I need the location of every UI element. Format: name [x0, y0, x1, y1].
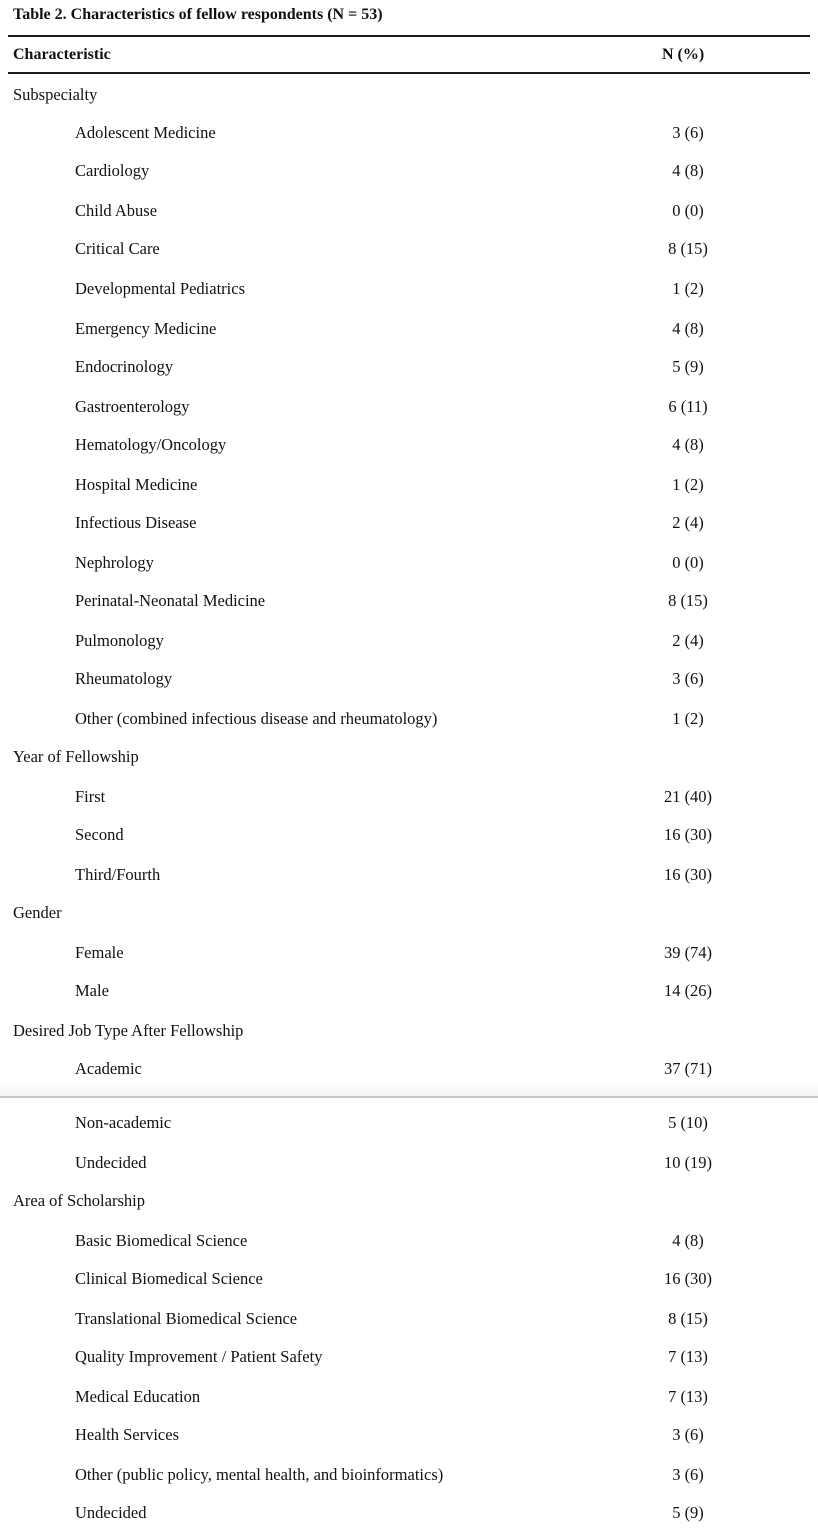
row-label: Other (combined infectious disease and rheumatology) [75, 709, 438, 728]
row-value: 8 (15) [668, 591, 708, 610]
row-value: 8 (15) [668, 1309, 708, 1328]
section-label: Year of Fellowship [13, 747, 139, 766]
row-value: 5 (9) [672, 357, 704, 376]
column-header-n-percent: N (%) [662, 46, 705, 63]
section-label: Subspecialty [13, 85, 98, 104]
row-value: 5 (10) [668, 1113, 708, 1132]
row-label: Other (public policy, mental health, and bioinformatics) [75, 1465, 444, 1484]
table-row [0, 707, 818, 731]
row-label: Infectious Disease [75, 513, 197, 532]
header-rule [8, 72, 810, 74]
row-label: First [75, 787, 106, 806]
table-row [0, 1501, 818, 1525]
row-label: Medical Education [75, 1387, 201, 1406]
row-value: 1 (2) [672, 279, 704, 298]
row-label: Emergency Medicine [75, 319, 217, 338]
table-row [0, 1057, 818, 1081]
table-row [0, 277, 818, 301]
row-label: Translational Biomedical Science [75, 1309, 298, 1328]
row-value: 14 (26) [663, 981, 713, 1000]
row-value: 4 (8) [672, 319, 704, 338]
table-row [0, 941, 818, 965]
section-row [0, 1189, 818, 1213]
row-label: Pulmonology [75, 631, 164, 650]
row-label: Health Services [75, 1425, 180, 1444]
row-value: 3 (6) [672, 669, 704, 688]
row-value: 6 (11) [668, 397, 708, 416]
row-label: Adolescent Medicine [75, 123, 216, 142]
row-value: 2 (4) [672, 631, 704, 650]
row-value: 2 (4) [672, 513, 704, 532]
table-row [0, 1423, 818, 1447]
row-value: 4 (8) [672, 1231, 704, 1250]
row-value: 1 (2) [672, 475, 704, 494]
table-row [0, 199, 818, 223]
table-row [0, 433, 818, 457]
table-row [0, 629, 818, 653]
section-row [0, 901, 818, 925]
table-row [0, 551, 818, 575]
table-row [0, 159, 818, 183]
table-row [0, 1111, 818, 1135]
row-label: Second [75, 825, 124, 844]
table-row [0, 237, 818, 261]
table-row [0, 1307, 818, 1331]
row-value: 21 (40) [663, 787, 713, 806]
section-label: Area of Scholarship [13, 1191, 145, 1210]
row-value: 8 (15) [668, 239, 708, 258]
row-label: Clinical Biomedical Science [75, 1269, 263, 1288]
section-row [0, 745, 818, 769]
table-row [0, 667, 818, 691]
top-rule [8, 35, 810, 37]
row-label: Developmental Pediatrics [75, 279, 245, 298]
row-value: 16 (30) [663, 1269, 713, 1288]
row-label: Endocrinology [75, 357, 174, 376]
row-value: 16 (30) [663, 865, 713, 884]
table-row [0, 1345, 818, 1369]
column-header-characteristic: Characteristic [13, 46, 111, 63]
section-label: Gender [13, 903, 62, 922]
table-row [0, 1229, 818, 1253]
table-row [0, 1385, 818, 1409]
row-label: Child Abuse [75, 201, 158, 220]
row-value: 5 (9) [672, 1503, 704, 1522]
row-label: Critical Care [75, 239, 160, 258]
table-row [0, 979, 818, 1003]
table-row [0, 823, 818, 847]
table-row [0, 395, 818, 419]
row-value: 1 (2) [672, 709, 704, 728]
row-value: 4 (8) [672, 435, 704, 454]
table-row [0, 1463, 818, 1487]
table-row [0, 473, 818, 497]
table-row [0, 589, 818, 613]
row-label: Hospital Medicine [75, 475, 198, 494]
row-value: 7 (13) [668, 1347, 708, 1366]
table-row [0, 1151, 818, 1175]
row-label: Male [75, 981, 109, 1000]
row-label: Rheumatology [75, 669, 173, 688]
table-title: Table 2. Characteristics of fellow respondents (N = 53) [13, 6, 383, 23]
row-value: 0 (0) [672, 201, 704, 220]
row-value: 0 (0) [672, 553, 704, 572]
row-value: 3 (6) [672, 1465, 704, 1484]
row-label: Hematology/Oncology [75, 435, 227, 454]
section-row [0, 1019, 818, 1043]
table-row [0, 121, 818, 145]
row-value: 3 (6) [672, 123, 704, 142]
row-label: Undecided [75, 1503, 147, 1522]
row-label: Perinatal-Neonatal Medicine [75, 591, 266, 610]
section-label: Desired Job Type After Fellowship [13, 1021, 244, 1040]
row-label: Undecided [75, 1153, 147, 1172]
table-row [0, 1267, 818, 1291]
row-label: Female [75, 943, 124, 962]
table-row [0, 355, 818, 379]
table-row [0, 317, 818, 341]
table-row [0, 511, 818, 535]
row-label: Nephrology [75, 553, 154, 572]
table-row [0, 785, 818, 809]
row-value: 16 (30) [663, 825, 713, 844]
row-value: 4 (8) [672, 161, 704, 180]
section-row [0, 83, 818, 107]
row-label: Academic [75, 1059, 142, 1078]
row-label: Basic Biomedical Science [75, 1231, 248, 1250]
row-label: Quality Improvement / Patient Safety [75, 1347, 323, 1366]
page-break-shadow [0, 1084, 818, 1096]
page-break-line [0, 1096, 818, 1098]
row-label: Gastroenterology [75, 397, 190, 416]
row-value: 37 (71) [663, 1059, 713, 1078]
row-value: 7 (13) [668, 1387, 708, 1406]
row-label: Third/Fourth [75, 865, 161, 884]
row-label: Non-academic [75, 1113, 172, 1132]
row-label: Cardiology [75, 161, 150, 180]
row-value: 3 (6) [672, 1425, 704, 1444]
row-value: 39 (74) [663, 943, 713, 962]
table-row [0, 863, 818, 887]
row-value: 10 (19) [663, 1153, 713, 1172]
